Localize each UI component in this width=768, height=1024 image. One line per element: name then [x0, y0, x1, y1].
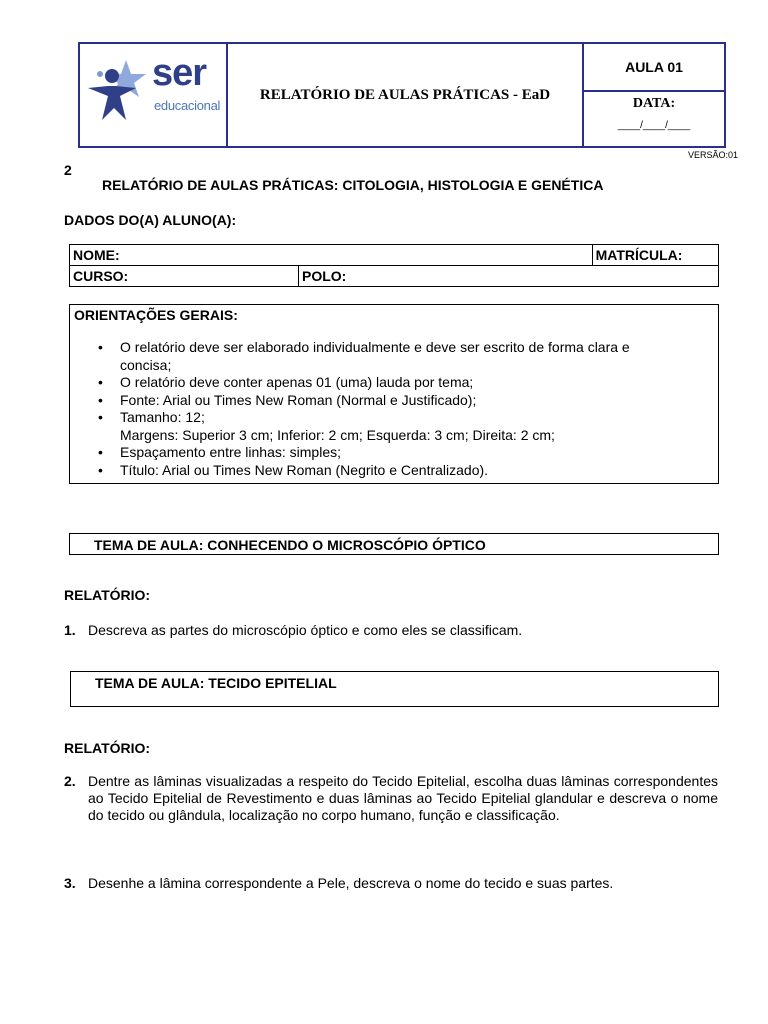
bullet-icon: •	[98, 391, 103, 408]
theme-title: TEMA DE AULA: TECIDO EPITELIAL	[95, 675, 337, 691]
list-item: • Espaçamento entre linhas: simples;	[98, 444, 341, 460]
theme-box-epithelial	[70, 671, 719, 707]
bullet-icon: •	[98, 409, 103, 425]
document-header	[78, 42, 726, 148]
bullet-icon: •	[98, 461, 103, 478]
list-item: • O relatório deve ser elaborado individualmente e deve ser escrito de forma clara e concisa;	[98, 339, 630, 373]
bullet-icon: •	[98, 444, 103, 460]
date-cell	[584, 92, 724, 146]
bullet-icon: •	[98, 339, 103, 355]
date-label: DATA:	[632, 96, 676, 111]
list-item: • Fonte: Arial ou Times New Roman (Normal e Justificado);	[98, 391, 477, 408]
guidelines-list	[70, 339, 680, 479]
name-field[interactable]: NOME:	[70, 245, 593, 266]
course-field[interactable]: CURSO:	[70, 266, 299, 287]
question-3	[64, 875, 720, 895]
report-heading: RELATÓRIO:	[64, 587, 151, 603]
list-item: • O relatório deve conter apenas 01 (uma) lauda por tema;	[98, 374, 474, 390]
list-item: Margens: Superior 3 cm; Inferior: 2 cm; Esquerda: 3 cm; Direita: 2 cm;	[120, 426, 555, 443]
bullet-icon: •	[98, 374, 103, 390]
theme-box-microscope	[69, 533, 719, 555]
date-blank-field[interactable]: ____/____/____	[617, 120, 691, 131]
document-title: RELATÓRIO DE AULAS PRÁTICAS: CITOLOGIA, HISTOLOGIA E GENÉTICA	[102, 177, 604, 193]
aula-number: AULA 01	[584, 44, 724, 92]
header-title: RELATÓRIO DE AULAS PRÁTICAS - EaD	[228, 44, 584, 146]
version-label: VERSÃO:01	[687, 150, 738, 160]
question-text: Desenhe a lâmina correspondente a Pele, descreva o nome do tecido e suas partes.	[88, 875, 614, 891]
theme-title: TEMA DE AULA: CONHECENDO O MICROSCÓPIO ÓPTICO	[94, 537, 486, 553]
student-info-table	[69, 244, 719, 287]
polo-field[interactable]: POLO:	[299, 266, 719, 287]
report-heading: RELATÓRIO:	[64, 740, 151, 756]
logo-sub-text: educacional	[154, 98, 221, 113]
question-number: 2.	[64, 773, 76, 789]
guidelines-heading: ORIENTAÇÕES GERAIS:	[74, 307, 238, 323]
student-data-heading: DADOS DO(A) ALUNO(A):	[64, 212, 237, 228]
question-text: Dentre as lâminas visualizadas a respeito do Tecido Epitelial, escolha duas lâminas correspondentes ao Tecido Epitelial de Revestimento e duas lâminas ao Tecido Epitelial glandular e descreva o nome do tecido ou glândula, localização no corpo humano, função e classificação.	[88, 773, 718, 823]
logo-cell	[80, 44, 228, 146]
logo-brand-text: ser	[152, 52, 207, 94]
question-1	[64, 622, 720, 642]
question-number: 3.	[64, 875, 76, 891]
list-item: • Tamanho: 12;	[98, 409, 205, 425]
page-number: 2	[64, 162, 72, 178]
general-guidelines-box	[69, 304, 719, 484]
list-item: • Título: Arial ou Times New Roman (Negrito e Centralizado).	[98, 461, 489, 478]
star-person-logo-icon	[86, 58, 152, 128]
question-text: Descreva as partes do microscópio óptico e como eles se classificam.	[88, 622, 523, 638]
question-number: 1.	[64, 622, 76, 638]
question-2	[64, 773, 720, 845]
matricula-field[interactable]: MATRÍCULA:	[592, 245, 718, 266]
